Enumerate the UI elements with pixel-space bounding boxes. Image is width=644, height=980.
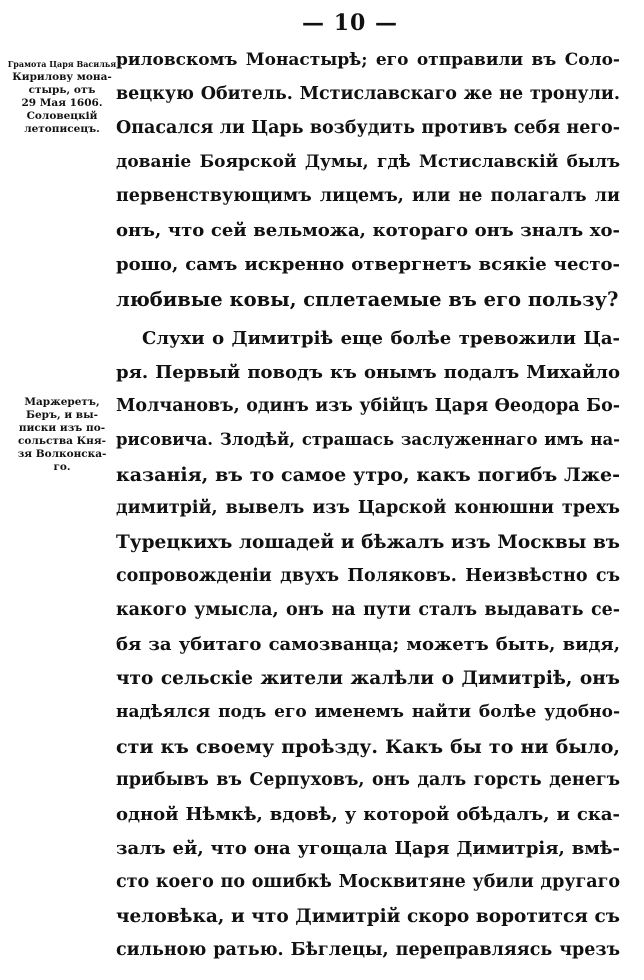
body-line: казанія, въ то самое утро, какъ погибъ Лже- (116, 464, 620, 486)
margin-note-line: сольства Кня- (18, 435, 106, 447)
margin-note-line: Соловецкій (26, 110, 98, 122)
body-line: Слухи о Димитріѣ еще болѣе тревожили Ца- (142, 328, 620, 349)
body-line: риловскомъ Монастырѣ; его отправили въ Соло- (116, 50, 620, 70)
body-line: бя за убитаго самозванца; можетъ быть, видя, (116, 634, 620, 655)
margin-note-line: писки изъ по- (18, 422, 106, 434)
body-line: что сельскіе жители жалѣли о Димитріѣ, онъ (116, 668, 620, 689)
body-line: человѣка, и что Димитрій скоро воротится съ (116, 906, 620, 927)
body-line: надѣялся подъ его именемъ найти болѣе удобно- (116, 702, 620, 722)
page-number: — 10 — (302, 10, 398, 36)
body-line: сти къ своему проѣзду. Какъ бы то ни было, (116, 736, 620, 758)
body-line: сто коего по ошибкѣ Москвитяне убили другаго (116, 872, 620, 892)
margin-note-line: стырь, отъ (28, 84, 96, 96)
body-line: сопровожденіи двухъ Поляковъ. Неизвѣстно съ (116, 566, 620, 586)
body-line: любивые ковы, сплетаемые въ его пользу? (116, 288, 619, 311)
body-line: Турецкихъ лошадей и бѣжалъ изъ Москвы въ (116, 532, 620, 553)
body-line: какого умысла, онъ на пути сталъ выдавать се- (116, 600, 620, 620)
body-line: рисовича. Злодѣй, страшась заслуженнаго имъ на- (116, 430, 620, 449)
body-line: онъ, что сей вельможа, котораго онъ зналъ хо- (116, 220, 620, 241)
body-line: залъ ей, что она угощала Царя Димитрія, вмѣ- (116, 838, 620, 859)
body-line: сильною ратью. Бѣглецы, переправляясь чрезъ (116, 940, 620, 960)
body-line: Опасался ли Царь возбудить противъ себя него- (116, 118, 620, 138)
margin-note-gramota (6, 58, 118, 136)
body-line: дованіе Боярской Думы, гдѣ Мстиславскій былъ (116, 152, 620, 172)
body-line: одной Нѣмкѣ, вдовѣ, у которой обѣдалъ, и ска- (116, 804, 620, 825)
margin-note-line: летописецъ. (24, 123, 100, 135)
margin-note-line: зя Волконска- (17, 448, 107, 460)
margin-note-line: го. (53, 461, 71, 473)
body-line: первенствующимъ лицемъ, или не полагалъ ли (116, 186, 620, 206)
body-line: Молчановъ, одинъ изъ убійцъ Царя Ѳеодора Бо- (116, 396, 620, 416)
margin-note-line: Грамота Царя Василья (7, 59, 117, 69)
body-line: вецкую Обитель. Мстиславскаго же не тронули. (116, 84, 620, 104)
body-line: прибывъ въ Серпуховъ, онъ далъ горсть денегъ (116, 770, 620, 790)
body-line: димитрій, вывелъ изъ Царской конюшни трехъ (116, 498, 620, 518)
body-line: рошо, самъ искренно отвергнетъ всякіе често- (116, 254, 620, 275)
margin-note-line: Маржеретъ, (24, 396, 100, 408)
margin-note-line: Кирилову мона- (12, 71, 112, 83)
margin-note-line: 29 Мая 1606. (21, 97, 103, 109)
body-line: ря. Первый поводъ къ онымъ подалъ Михайло (116, 362, 620, 383)
margin-note-line: Беръ, и вы- (26, 409, 98, 421)
margin-note-margeret (6, 396, 118, 474)
